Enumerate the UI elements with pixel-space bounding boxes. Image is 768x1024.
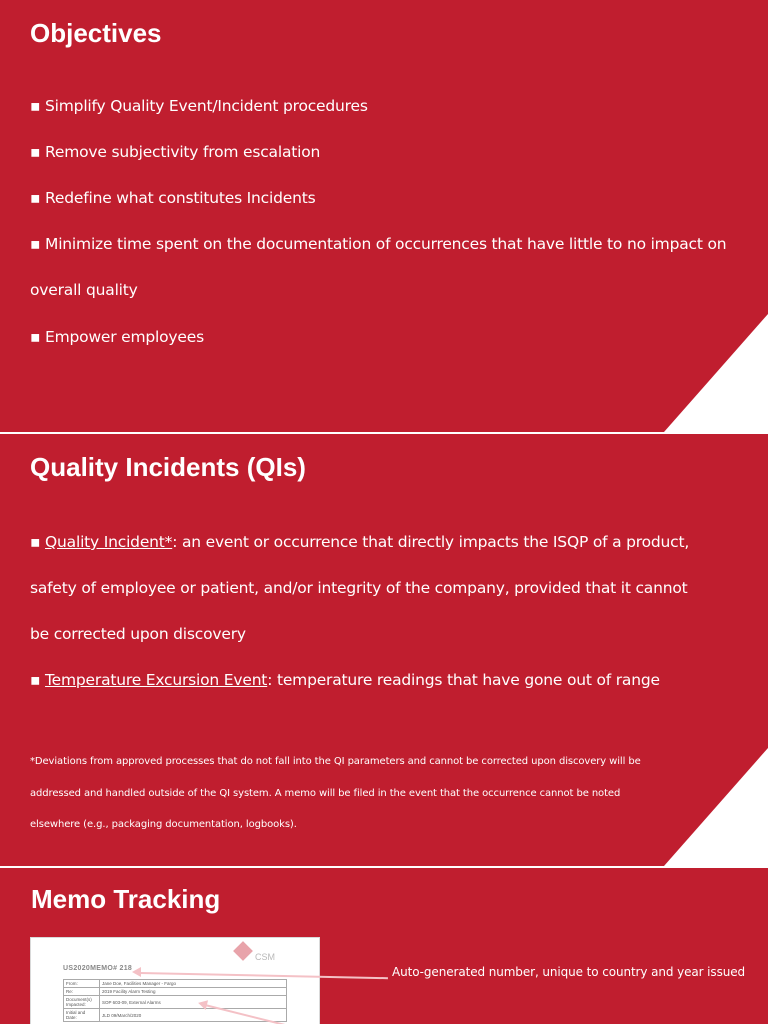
footnote-line: elsewhere (e.g., packaging documentation, logbooks). (30, 819, 297, 830)
memo-field-value: JLD 09/March/2020 (100, 1009, 287, 1022)
memo-row (64, 980, 287, 988)
term-temperature-excursion: Temperature Excursion Event (45, 671, 268, 689)
definition-tee (30, 671, 660, 689)
bullet-item: ▪ Minimize time spent on the documentation of occurrences that have little to no impact on (30, 235, 727, 253)
definition-text: : temperature readings that have gone out of range (267, 671, 660, 689)
annotation-text: Auto-generated number, unique to country and year issued (392, 965, 746, 979)
slide-title: Memo Tracking (31, 884, 221, 914)
memo-field-label: Initial and Date: (64, 1009, 100, 1022)
bullet-item-continued: overall quality (30, 281, 138, 299)
memo-thumbnail (30, 937, 320, 1024)
logo-text: CSM (255, 952, 275, 962)
slide-title: Objectives (30, 18, 162, 48)
arrow-head-icon (132, 967, 141, 977)
slide-objectives (0, 0, 768, 432)
definition-text: safety of employee or patient, and/or integrity of the company, provided that it cannot (30, 579, 688, 597)
memo-field-label: Re: (64, 988, 100, 996)
bullet-marker: ▪ (30, 533, 46, 551)
definition-text: : an event or occurrence that directly impacts the ISQP of a product, (172, 533, 690, 551)
bullet-item: ▪ Empower employees (30, 328, 204, 346)
bullet-marker: ▪ (30, 671, 46, 689)
definition-text: be corrected upon discovery (30, 625, 246, 643)
bullet-item: ▪ Redefine what constitutes Incidents (30, 189, 316, 207)
footnote-line: *Deviations from approved processes that do not fall into the QI parameters and cannot be corrected upon discovery will be (30, 756, 641, 767)
slide-quality-incidents (0, 434, 768, 866)
definition-qi (30, 533, 689, 551)
memo-row (64, 988, 287, 996)
logo-diamond-icon (233, 941, 253, 961)
memo-field-value: Jane Doe, Facilities Manager - Fargo (100, 980, 287, 988)
corner-decoration (664, 314, 768, 432)
bullet-item: ▪ Simplify Quality Event/Incident procedures (30, 97, 368, 115)
corner-decoration (664, 748, 768, 866)
memo-field-label: From: (64, 980, 100, 988)
term-quality-incident: Quality Incident* (45, 533, 173, 551)
slide-memo-tracking (0, 868, 768, 1024)
memo-number: US2020MEMO# 218 (63, 965, 133, 972)
slide-title: Quality Incidents (QIs) (30, 452, 306, 482)
memo-field-value: 2019 Facility Alarm Testing (100, 988, 287, 996)
bullet-item: ▪ Remove subjectivity from escalation (30, 143, 321, 161)
footnote-line: addressed and handled outside of the QI system. A memo will be filed in the event that the occurrence cannot be noted (30, 788, 621, 799)
memo-row (64, 996, 287, 1009)
memo-field-value: SOP 603-09, External Alarms (100, 996, 287, 1009)
memo-field-label: Document(s) Impacted: (64, 996, 100, 1009)
